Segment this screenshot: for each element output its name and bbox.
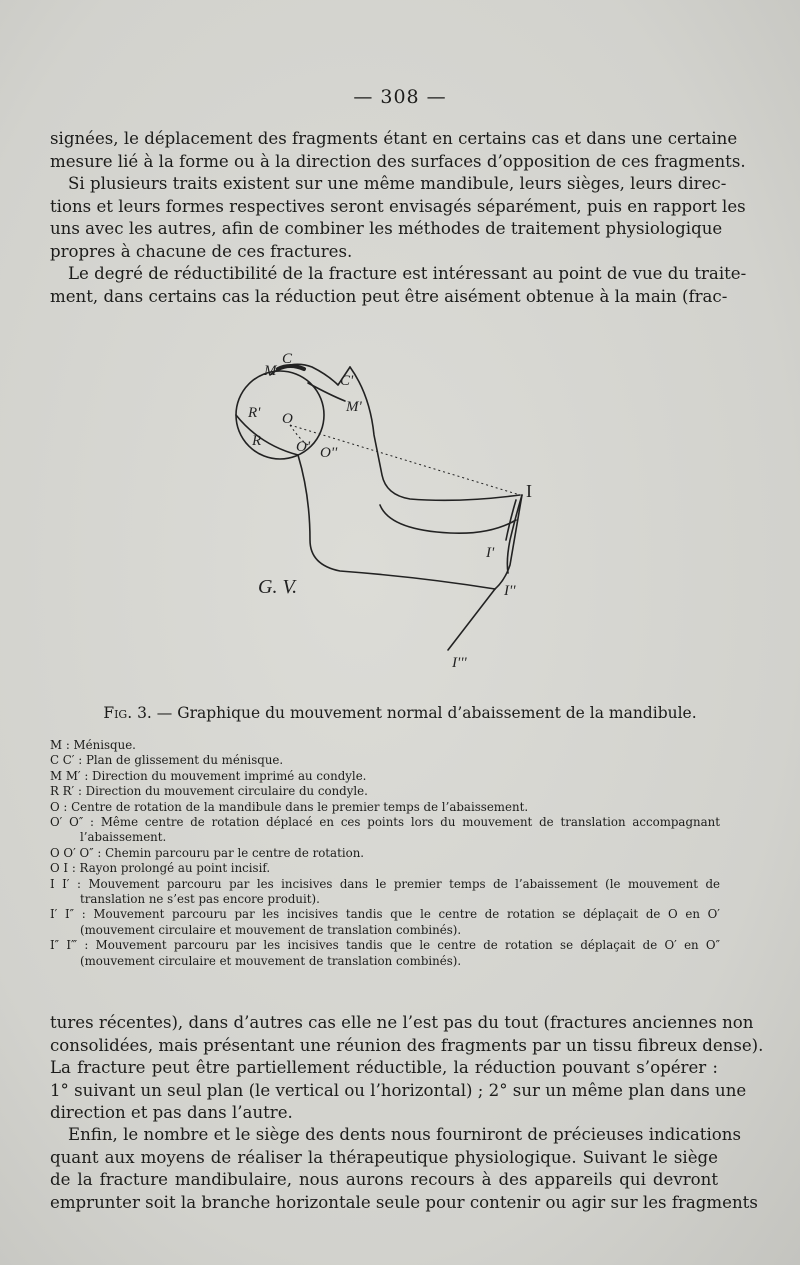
paragraph-5 [50,1124,758,1214]
text-line: Si plusieurs traits existent sur une même mandibule, leurs sièges, leurs direc- [68,174,727,193]
label-c: C [282,351,293,367]
legend-item [50,877,720,908]
text-line: La fracture peut être partiellement réductible, la réduction pouvant s’opérer : [50,1058,718,1077]
label-o-second: O'' [320,445,338,461]
page-number: — 308 — [353,86,447,108]
legend-key: I′ I″ : [50,907,86,922]
text-line: ment, dans certains cas la réduction peut être aisément obtenue à la main (frac- [50,286,728,306]
text-line: Enfin, le nombre et le siège des dents nous fourniront de précieuses indications [68,1125,741,1144]
legend-text: Chemin parcouru par le centre de rotation. [101,845,365,860]
legend-text: Ménisque. [69,738,136,752]
legend-key: I I′ : [50,876,81,891]
label-m: M [264,363,277,379]
legend-text: Mouvement parcouru par les incisives dans le premier temps de l’abaissement (le mouvement de translation ne s’est pas encore produit). [80,876,720,907]
label-r-prime: R' [248,405,261,421]
label-o: O [282,411,293,427]
paragraph-4 [50,1012,764,1125]
ramus-outline [350,367,520,500]
text-line: quant aux moyens de réaliser la thérapeutique physiologique. Suivant le siège [50,1147,718,1167]
caption-text: — Graphique du mouvement normal d’abaissement de la mandibule. [151,704,697,722]
legend-key: O I : [50,861,76,876]
legend-key: O′ O″ : [50,815,95,830]
legend-key: M M′ : [50,768,89,783]
label-c-prime: C' [340,373,354,389]
legend-key: M : [50,738,70,752]
text-line: de la fracture mandibulaire, nous aurons recours à des appareils qui devront [50,1170,718,1189]
legend-key: R R′ : [50,784,82,799]
paragraph-1 [50,128,746,173]
legend-key: O O′ O″ : [50,845,102,860]
legend-item [50,784,720,799]
paragraph-3 [50,263,747,308]
posterior-ramus-outline [236,415,495,589]
legend-item [50,938,720,969]
legend-item [50,815,720,846]
label-i-third: I''' [452,655,467,671]
figure-caption [0,704,800,722]
legend-item [50,753,720,768]
figure-signature: G. V. [258,576,298,598]
legend-item [50,769,720,784]
legend-key: O : [50,799,68,814]
legend-key: C C′ : [50,753,83,768]
text-line: Le degré de réductibilité de la fracture est intéressant au point de vue du traite- [68,264,747,283]
label-m-prime: M' [346,399,362,415]
legend-key: I″ I‴ : [50,938,89,953]
legend-text: Plan de glissement du ménisque. [82,753,284,768]
text-line: tures récentes), dans d’autres cas elle ne l’est pas du tout (fractures anciennes non [50,1013,754,1032]
legend-item [50,738,720,753]
text-line: tions et leurs formes respectives seront envisagés séparément, puis en rapport les [50,196,746,216]
text-line: emprunter soit la branche horizontale seule pour contenir ou agir sur les fragments [50,1192,758,1212]
label-i-second: I'' [504,583,516,599]
text-line: propres à chacune de ces fractures. [50,241,353,261]
text-line: uns avec les autres, afin de combiner les méthodes de traitement physiologique [50,219,723,238]
figure-legend [50,738,720,969]
label-o-prime: O' [296,439,311,455]
legend-text: Même centre de rotation déplacé en ces points lors du mouvement de translation accompagnant l’abaissement. [80,815,720,845]
text-line: mesure lié à la forme ou à la direction des surfaces d’opposition de ces fragments. [50,151,746,171]
legend-item [50,846,720,861]
legend-text: Direction du mouvement circulaire du condyle. [81,784,368,799]
mandible-movement-figure [220,345,560,680]
legend-text: Mouvement parcouru par les incisives tandis que le centre de rotation se déplaçait de O′ en O″ (mouvement circulaire et mouvement de translation combinés). [80,938,720,968]
legend-text: Mouvement parcouru par les incisives tandis que le centre de rotation se déplaçait de O en O′ (mouvement circulaire et mouvement de translation combinés). [80,907,720,937]
legend-item [50,800,720,815]
label-i-prime: I' [486,545,495,561]
label-i: I [526,481,532,501]
legend-text: Direction du mouvement imprimé au condyle. [88,768,367,783]
paragraph-2 [50,173,746,263]
text-line: direction et pas dans l’autre. [50,1103,293,1122]
text-line: signées, le déplacement des fragments étant en certains cas et dans une certaine [50,129,738,148]
text-line: 1° suivant un seul plan (le vertical ou l’horizontal) ; 2° sur un même plan dans une [50,1080,747,1100]
label-r: R [252,433,262,449]
legend-item [50,861,720,876]
incisor-path-line [448,589,495,650]
legend-text: Centre de rotation de la mandibule dans le premier temps de l’abaissement. [67,799,529,814]
text-line: consolidées, mais présentant une réunion des fragments par un tissu fibreux dense). [50,1035,764,1055]
caption-label: Fig. 3. [103,704,152,722]
legend-item [50,907,720,938]
inner-body-curve [380,505,516,533]
legend-text: Rayon prolongé au point incisif. [75,861,271,876]
